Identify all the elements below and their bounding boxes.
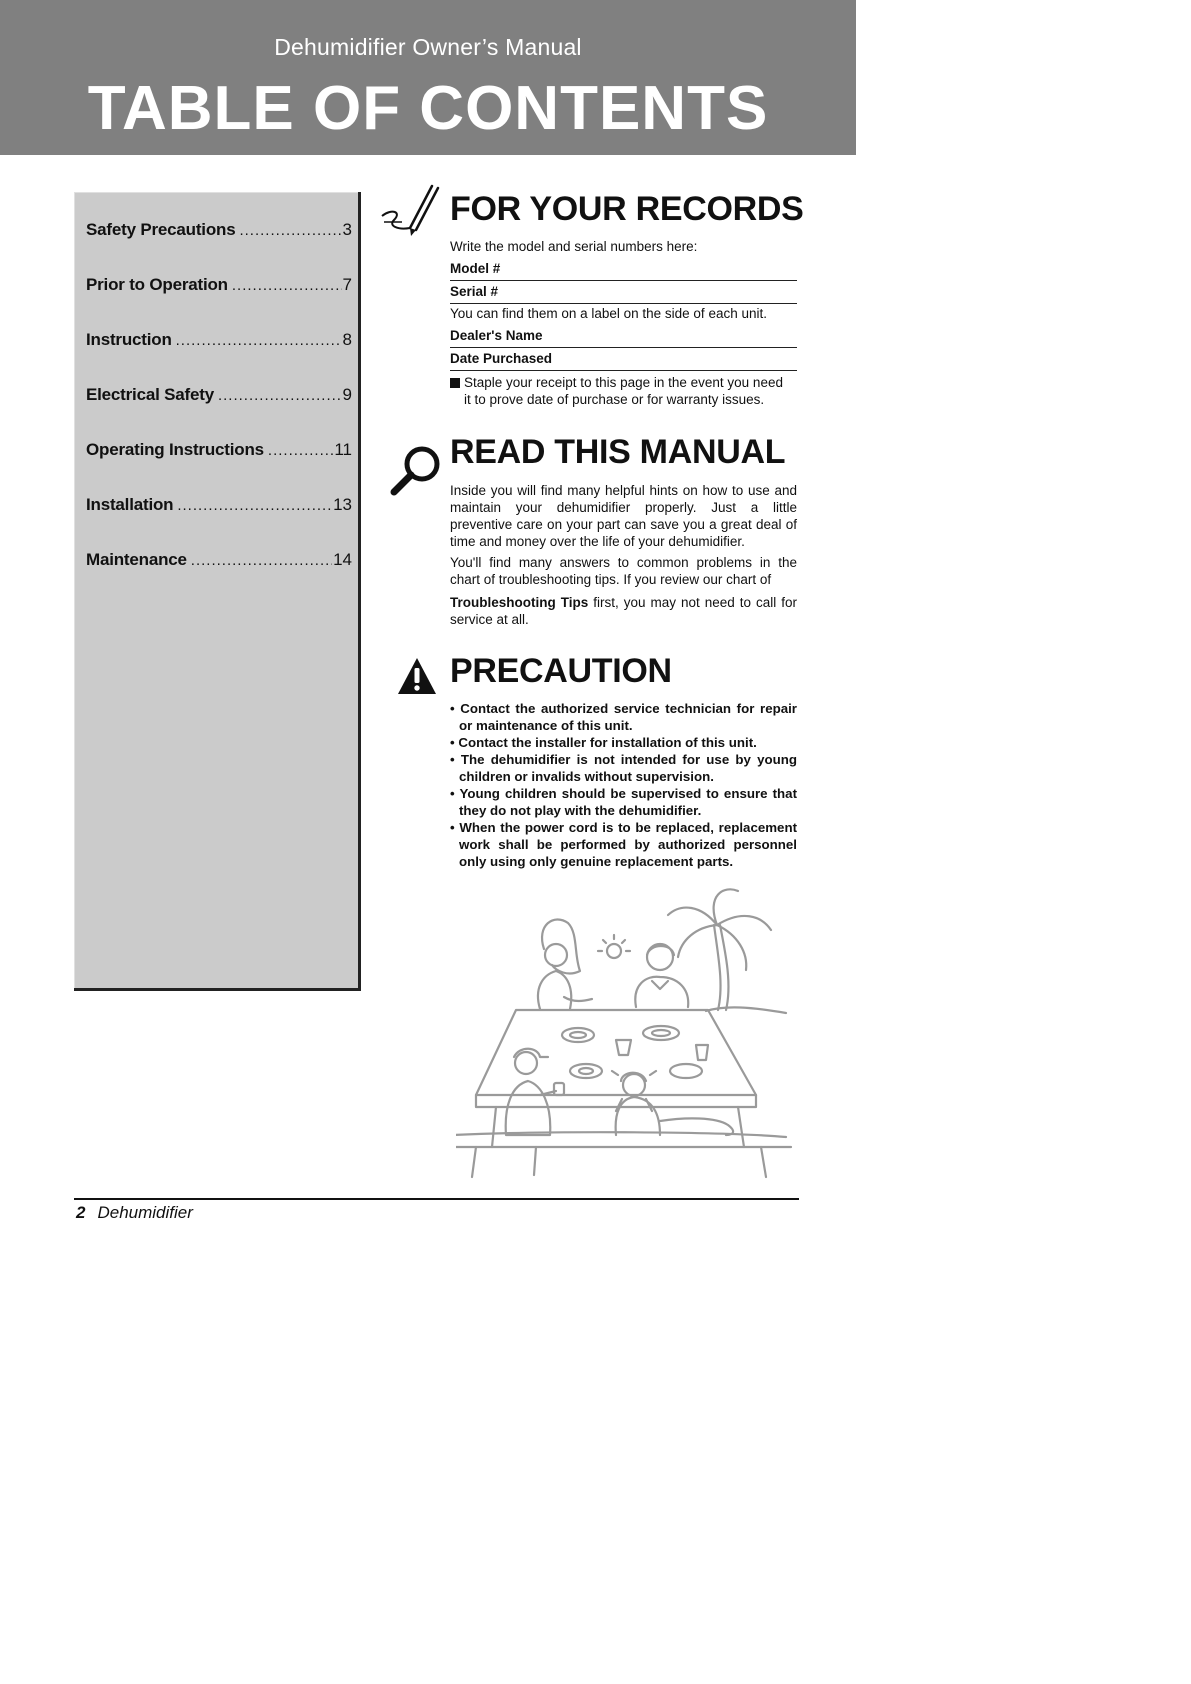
records-intro: Write the model and serial numbers here: — [450, 239, 698, 254]
toc-page: 11 — [334, 440, 352, 459]
label-location-note: You can find them on a label on the side of each unit. — [450, 306, 767, 321]
square-bullet-icon — [450, 378, 460, 388]
family-picnic-illustration — [456, 885, 801, 1180]
precaution-heading: PRECAUTION — [450, 652, 672, 690]
toc-label: Instruction — [86, 330, 172, 349]
toc-entry[interactable] — [86, 330, 352, 354]
toc-label: Installation — [86, 495, 174, 514]
page-number: 2 — [76, 1203, 86, 1222]
read-manual-paragraph-3-rest: first, you may not need to call for service at all. — [450, 595, 798, 627]
toc-leader — [232, 277, 342, 294]
model-number-field[interactable]: Model # — [450, 259, 797, 281]
read-manual-paragraph-2: You'll find many answers to common problems in the chart of troubleshooting tips. If you review our chart of — [450, 555, 797, 587]
toc-page: 14 — [333, 550, 352, 569]
table-of-contents — [74, 192, 361, 991]
page-footer — [76, 1203, 193, 1223]
footer-divider — [74, 1198, 799, 1200]
toc-leader — [177, 497, 332, 514]
dealer-name-field[interactable]: Dealer's Name — [450, 326, 797, 348]
toc-label: Safety Precautions — [86, 220, 236, 239]
toc-entry[interactable] — [86, 495, 352, 519]
toc-label: Prior to Operation — [86, 275, 228, 294]
toc-leader — [268, 442, 333, 459]
page-title: TABLE OF CONTENTS — [87, 74, 769, 143]
read-manual-paragraph-3 — [450, 594, 797, 628]
serial-number-field[interactable]: Serial # — [450, 282, 797, 304]
staple-note-line1: Staple your receipt to this page in the event you need — [464, 375, 783, 390]
toc-entry[interactable] — [86, 275, 352, 299]
toc-leader — [218, 387, 342, 404]
toc-entry[interactable] — [86, 440, 352, 464]
toc-label: Operating Instructions — [86, 440, 264, 459]
precaution-item: • The dehumidifier is not intended for use by young children or invalids without supervision. — [450, 751, 797, 785]
toc-page: 8 — [342, 330, 352, 349]
troubleshooting-tips-emphasis: Troubleshooting Tips — [450, 595, 589, 610]
toc-entry[interactable] — [86, 550, 352, 574]
read-manual-paragraph-1: Inside you will find many helpful hints on how to use and maintain your dehumidifier properly. Just a little preventive care on your part can save you a great deal of time and money over the life of your dehumidifier. — [450, 483, 797, 549]
toc-label: Maintenance — [86, 550, 187, 569]
toc-page: 7 — [342, 275, 352, 294]
precaution-list — [450, 700, 797, 870]
manual-subtitle: Dehumidifier Owner’s Manual — [274, 34, 582, 60]
toc-page: 3 — [342, 220, 352, 239]
records-heading: FOR YOUR RECORDS — [450, 190, 804, 228]
date-purchased-field[interactable]: Date Purchased — [450, 349, 797, 371]
precaution-item: • When the power cord is to be replaced, replacement work shall be performed by authorized personnel only using only genuine replacement parts. — [450, 819, 797, 870]
toc-label: Electrical Safety — [86, 385, 214, 404]
page-header — [0, 0, 856, 155]
pen-icon — [380, 182, 442, 238]
toc-leader — [176, 332, 342, 349]
toc-entry[interactable] — [86, 220, 352, 244]
toc-page: 9 — [342, 385, 352, 404]
warning-icon — [396, 656, 438, 696]
toc-leader — [191, 552, 332, 569]
precaution-item: • Contact the installer for installation of this unit. — [450, 734, 797, 751]
precaution-item: • Contact the authorized service technician for repair or maintenance of this unit. — [450, 700, 797, 734]
staple-note-line2: it to prove date of purchase or for warranty issues. — [464, 392, 765, 407]
magnifier-icon — [390, 444, 444, 498]
staple-receipt-note — [450, 374, 797, 408]
footer-label: Dehumidifier — [97, 1203, 193, 1222]
read-manual-heading: READ THIS MANUAL — [450, 433, 786, 471]
toc-leader — [239, 222, 341, 239]
toc-entry[interactable] — [86, 385, 352, 409]
toc-page: 13 — [333, 495, 352, 514]
precaution-item: • Young children should be supervised to ensure that they do not play with the dehumidifier. — [450, 785, 797, 819]
